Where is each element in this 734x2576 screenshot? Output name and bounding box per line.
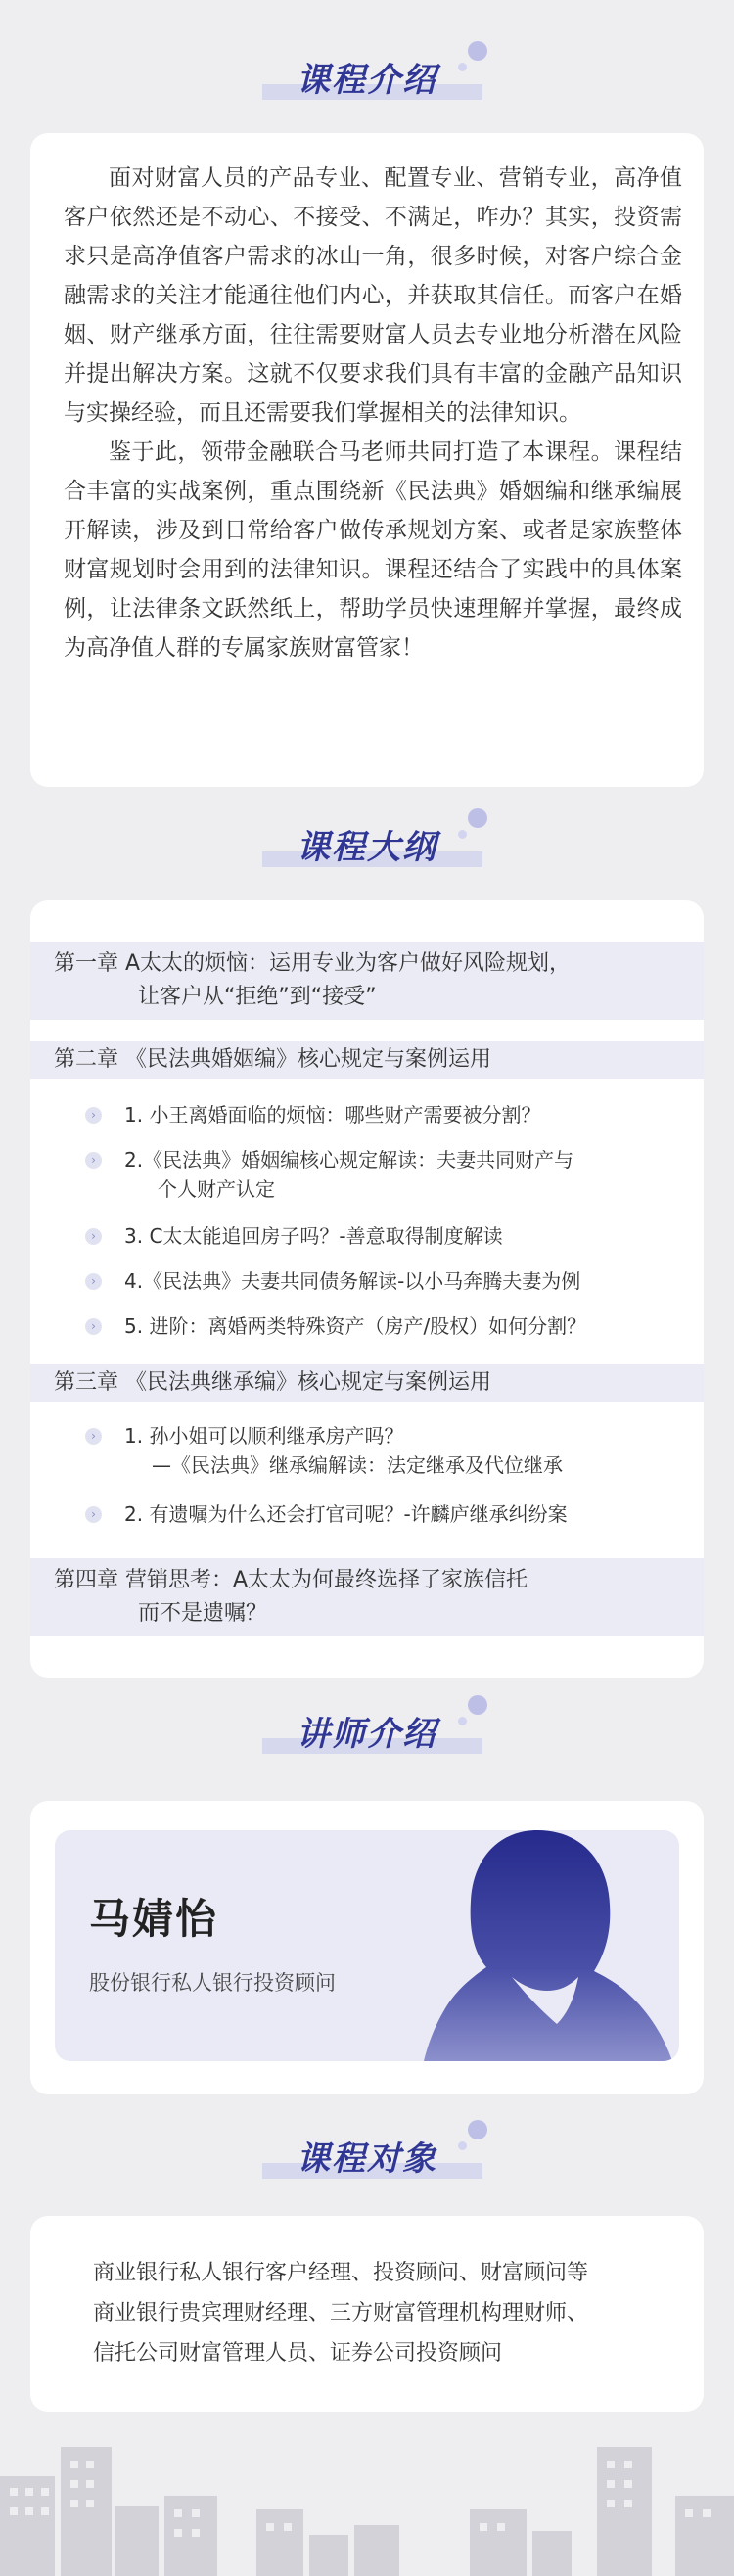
chapter-2-item-1: [89, 1100, 540, 1129]
section-title-outline: [0, 803, 734, 881]
intro-paragraph-2: 鉴于此，领带金融联合马老师共同打造了本课程。课程结合丰富的实战案例，重点围绕新《民法典》婚姻编和继承编展开解读，涉及到日常给客户做传承规划方案、或者是家族整体财富规划时会用到的法律知识。课程还结合了实践中的具体案例，让法律条文跃然纸上，帮助学员快速理解并掌握，最终成为高净值人群的专属家族财富管家！: [64, 439, 682, 661]
chapter-2-item-4: [89, 1266, 580, 1296]
item-text: 5. 进阶：离婚两类特殊资产（房产/股权）如何分割？: [124, 1314, 587, 1338]
chapter-3-item-1: [89, 1421, 563, 1480]
section-title-text: 讲师介绍: [297, 1715, 437, 1754]
item-text: 2.《民法典》婚姻编核心规定解读：夫妻共同财产与: [124, 1148, 574, 1172]
chapter-4-line2: 而不是遗嘱？: [138, 1601, 268, 1626]
chapter-2-item-2: [89, 1145, 573, 1204]
chapter-2-title: 第二章 《民法典婚姻编》核心规定与案例运用: [54, 1047, 491, 1072]
chevron-right-icon: ›: [85, 1273, 102, 1290]
chapter-3-item-2: [89, 1499, 568, 1529]
audience-line-1: 商业银行私人银行客户经理、投资顾问、财富顾问等: [93, 2261, 589, 2285]
chevron-right-icon: ›: [85, 1107, 102, 1124]
intro-paragraph-1: 面对财富人员的产品专业、配置专业、营销专业，高净值客户依然还是不动心、不接受、不满足，咋办？其实，投资需求只是高净值客户需求的冰山一角，很多时候，对客户综合金融需求的关注才能通往他们内心，并获取其信任。而客户在婚姻、财产继承方面，往往需要财富人员去专业地分析潜在风险并提出解决方案。这就不仅要求我们具有丰富的金融产品知识与实操经验，而且还需要我们掌握相关的法律知识。: [64, 165, 682, 426]
chapter-1: [30, 942, 704, 1020]
lecturer-role: 股份银行私人银行投资顾问: [89, 1971, 336, 1995]
lecturer-profile: [55, 1830, 679, 2061]
item-text: 1. 小王离婚面临的烦恼：哪些财产需要被分割？: [124, 1103, 541, 1127]
intro-text: [30, 133, 704, 667]
item-text: 4.《民法典》夫妻共同债务解读-以小马奔腾夫妻为例: [124, 1269, 581, 1293]
city-skyline-decoration: [0, 2437, 734, 2576]
chevron-right-icon: ›: [85, 1506, 102, 1523]
audience-line-2: 商业银行贵宾理财经理、三方财富管理机构理财师、: [93, 2301, 589, 2325]
chapter-2: [30, 1041, 704, 1079]
audience-card: [30, 2216, 704, 2412]
section-title-text: 课程大纲: [297, 828, 437, 867]
item-text-line2: —《民法典》继承编解读：法定继承及代位继承: [152, 1453, 563, 1477]
item-text: 3. C太太能追回房子吗？-善意取得制度解读: [124, 1224, 503, 1248]
item-text: 2. 有遗嘱为什么还会打官司呢？-许麟庐继承纠纷案: [124, 1502, 568, 1526]
item-text: 1. 孙小姐可以顺利继承房产吗？: [124, 1424, 404, 1448]
lecturer-card: [30, 1801, 704, 2094]
section-title-audience: [0, 2114, 734, 2192]
section-title-text: 课程对象: [297, 2139, 437, 2179]
chapter-4: [30, 1558, 704, 1636]
chapter-2-item-3: [89, 1221, 503, 1251]
chevron-right-icon: ›: [85, 1428, 102, 1445]
chapter-1-line2: 让客户从“拒绝”到“接受”: [138, 985, 377, 1009]
chapter-4-line1: 第四章 营销思考：A太太为何最终选择了家族信托: [54, 1568, 528, 1592]
section-title-lecturer: [0, 1689, 734, 1768]
section-title-text: 课程介绍: [297, 61, 437, 100]
intro-card: [30, 133, 704, 787]
audience-line-3: 信托公司财富管理人员、证券公司投资顾问: [93, 2341, 503, 2366]
chevron-right-icon: ›: [85, 1228, 102, 1245]
audience-text: [93, 2253, 588, 2373]
chevron-right-icon: ›: [85, 1152, 102, 1169]
lecturer-name: 马婧怡: [89, 1895, 219, 1943]
chapter-1-line1: 第一章 A太太的烦恼：运用专业为客户做好风险规划，: [54, 951, 572, 976]
person-silhouette-icon: [422, 1830, 676, 2061]
chevron-right-icon: ›: [85, 1318, 102, 1335]
outline-card: [30, 900, 704, 1678]
section-title-intro: [0, 35, 734, 114]
chapter-2-item-5: [89, 1311, 586, 1341]
chapter-3-title: 第三章 《民法典继承编》核心规定与案例运用: [54, 1370, 491, 1395]
item-text-line2: 个人财产认定: [158, 1177, 275, 1201]
chapter-3: [30, 1364, 704, 1402]
